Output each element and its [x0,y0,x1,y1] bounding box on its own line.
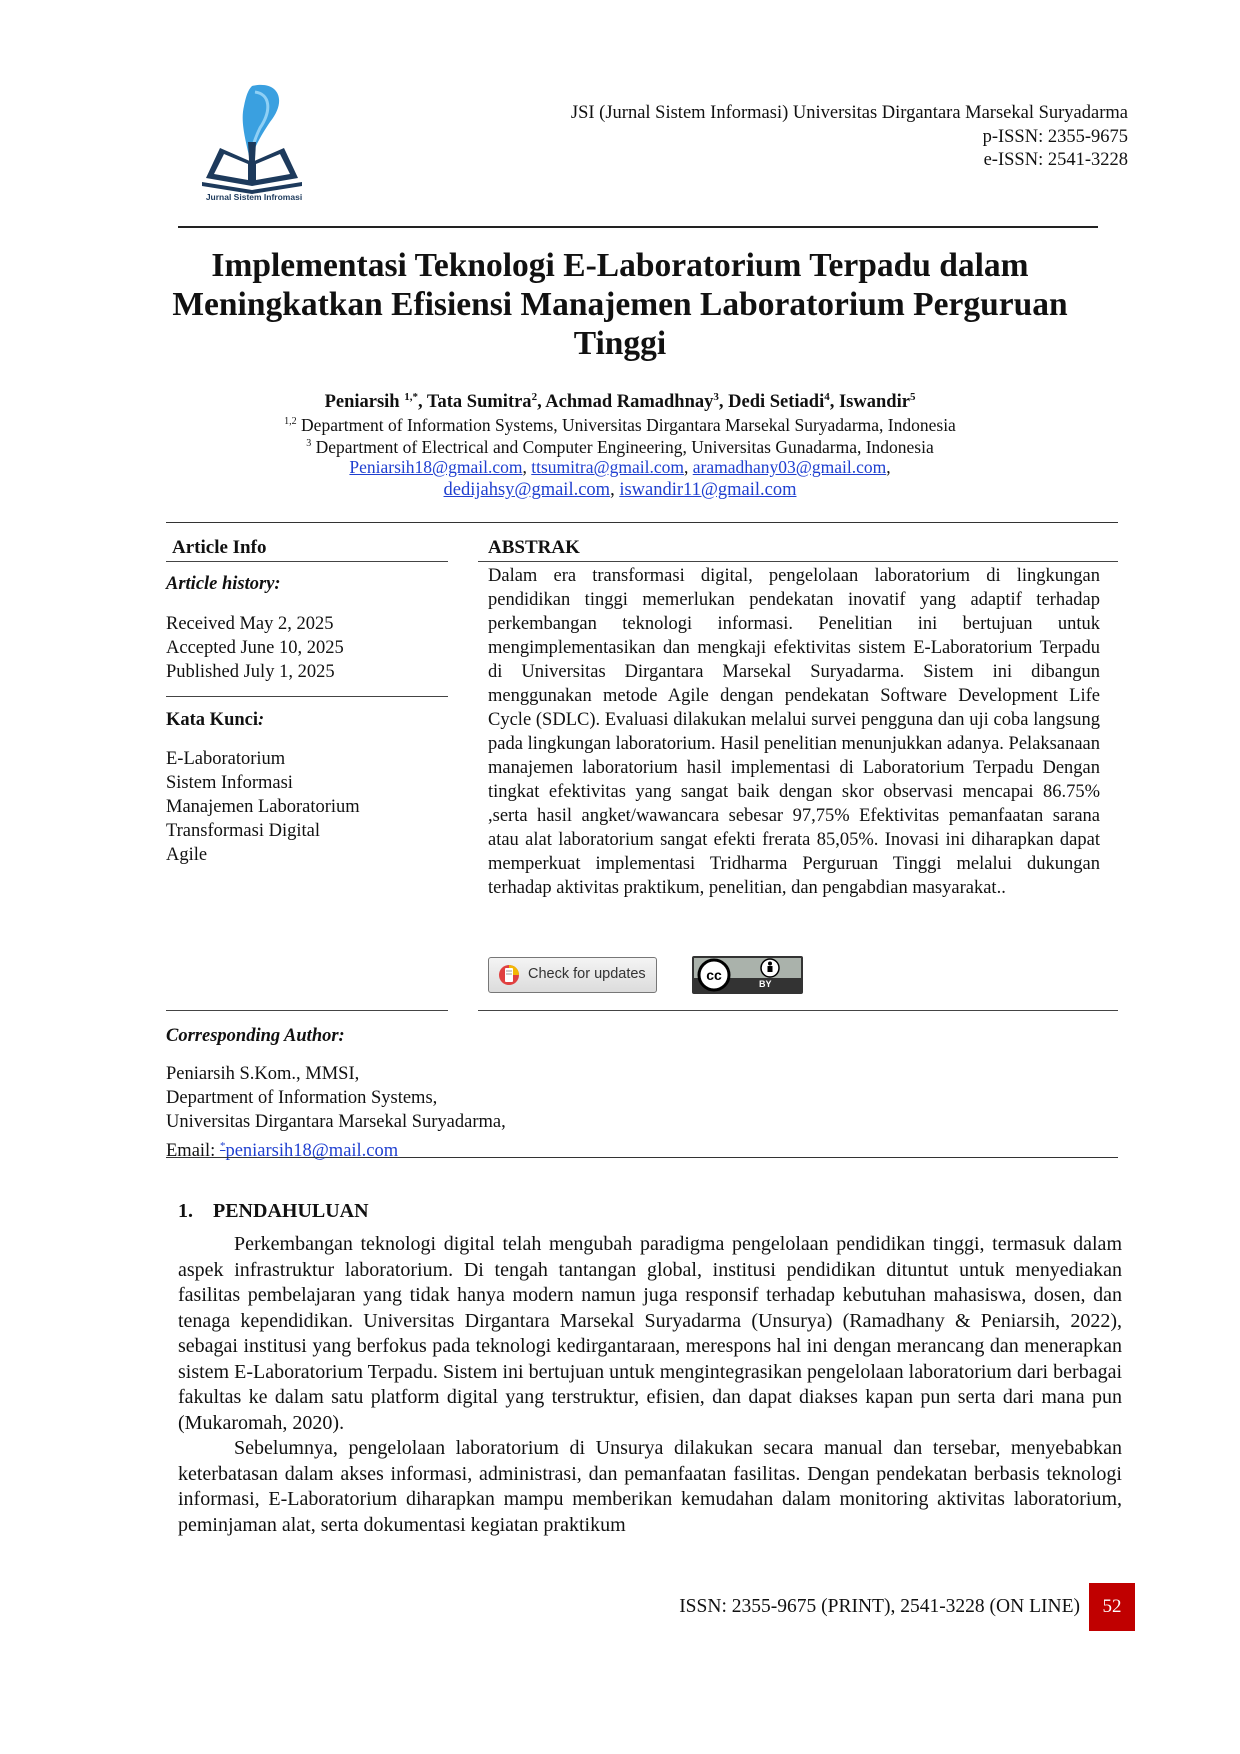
article-history [166,612,344,684]
corresponding-name: Peniarsih S.Kom., MMSI, [166,1064,360,1084]
author-name: , Achmad Ramadhnay [537,392,714,413]
author-name: Peniarsih [324,392,405,413]
email-sep: , [886,457,891,477]
paragraph: Sebelumnya, pengelolaan laboratorium di Unsurya dilakukan secara manual dan tersebar, menyebabkan keterbatasan dalam akses informasi, administrasi, dan pemanfaatan fasilitas. Dengan pendekatan berbasis teknologi informasi, E-Laboratorium diharapkan mampu memberikan kemudahan dalam monitoring aktivitas laboratorium, peminjaman alat, serta dokumentasi kegiatan praktikum [178,1437,1122,1536]
footer-issn: ISSN: 2355-9675 (PRINT), 2541-3228 (ON LINE) [679,1596,1080,1617]
affiliation-text: Department of Information Systems, Universitas Dirgantara Marsekal Suryadarma, Indonesia [296,414,956,435]
keywords-colon: : [258,710,265,730]
email-line-1 [150,456,1090,478]
title-line: Meningkatkan Efisiensi Manajemen Laboratorium Perguruan [172,286,1068,323]
crossmark-icon [497,963,521,987]
author-sup: 4 [824,391,830,403]
logo-caption: Jurnal Sistem Infromasi [205,192,303,202]
email-link[interactable]: aramadhany03@gmail.com [692,457,887,477]
author-list [150,386,1090,413]
keyword: Sistem Informasi [166,773,293,793]
abstract-rule [478,561,1118,562]
email-line-2 [150,479,1090,501]
article-info-heading: Article Info [172,537,267,558]
corresponding-dept: Department of Information Systems, [166,1088,438,1108]
e-issn: e-ISSN: 2541-3228 [983,150,1128,170]
corresponding-heading: Corresponding Author: [166,1026,345,1046]
keyword: E-Laboratorium [166,749,286,769]
section-heading: 1. PENDAHULUAN [178,1200,369,1222]
author-name: , Dedi Setiadi [718,392,825,413]
email-link[interactable]: iswandir11@gmail.com [619,480,797,500]
check-for-updates-label: Check for updates [528,966,646,982]
title-line: Tinggi [573,325,667,362]
email-sup: * [219,1140,226,1152]
corresponding-univ: Universitas Dirgantara Marsekal Suryadarma, [166,1112,506,1132]
keyword-list [166,747,360,867]
author-sup: 1,* [404,391,418,403]
email-sep: , [683,457,693,477]
published-date: Published July 1, 2025 [166,662,335,682]
keyword: Agile [166,845,208,865]
received-date: Received May 2, 2025 [166,614,334,634]
affiliation-sup: 3 [306,438,312,449]
author-sup: 2 [531,391,538,403]
check-for-updates-badge[interactable] [488,957,657,993]
quill-book-logo-icon [200,82,310,202]
corresponding-bottom-rule [166,1157,1118,1158]
corresponding-email-line [166,1134,506,1163]
author-sup: 3 [713,391,719,403]
paper-title [150,246,1090,363]
cc-by-license-badge[interactable] [692,956,803,994]
article-info-rule [166,561,448,562]
journal-info [571,102,1128,173]
email-link[interactable]: ttsumitra@gmail.com [531,457,684,477]
email-link[interactable]: Peniarsih18@gmail.com [349,457,523,477]
accepted-date: Accepted June 10, 2025 [166,638,344,658]
keyword: Transformasi Digital [166,821,320,841]
email-link[interactable]: dedijahsy@gmail.com [443,480,611,500]
corresponding-email-link[interactable]: peniarsih18@mail.com [225,1141,399,1162]
abstract-bottom-rule [478,1010,1118,1011]
history-heading: Article history: [166,574,281,594]
affiliation-sup: 1,2 [284,416,297,427]
email-sep: , [522,457,532,477]
title-line: Implementasi Teknologi E-Laboratorium Terpadu dalam [211,247,1029,284]
author-name: , Tata Sumitra [417,392,532,413]
page-number: 52 [1089,1583,1135,1631]
journal-logo [200,82,310,202]
keywords-bottom-rule [166,1010,448,1011]
journal-name: JSI (Jurnal Sistem Informasi) Universitas Dirgantara Marsekal Suryadarma [570,103,1128,123]
keyword: Manajemen Laboratorium [166,797,360,817]
info-top-rule [166,522,1118,523]
keywords-heading-text: Kata Kunci [166,710,258,730]
affiliation-text: Department of Electrical and Computer Engineering, Universitas Gunadarma, Indonesia [311,436,934,457]
corresponding-details [166,1062,506,1163]
email-label: Email: [166,1141,220,1162]
svg-text:cc: cc [706,967,722,983]
header-divider [178,226,1098,228]
abstract-body: Dalam era transformasi digital, pengelolaan laboratorium di lingkungan pendidikan tinggi memerlukan pendekatan inovatif yang adaptif terhadap perkembangan teknologi informasi. Penelitian ini bertujuan untuk mengimplementasikan dan mengkaji efektivitas sistem E-Laboratorium Terpadu di Universitas Dirgantara Marsekal Suryadarma. Sistem ini dibangun menggunakan metode Agile dengan pendekatan Software Development Life Cycle (SDLC). Evaluasi dilakukan melalui survei pengguna dan uji coba langsung pada lingkungan laboratorium. Hasil penelitian menunjukkan adanya. Pelaksanaan manajemen laboratorium hasil implementasi di Laboratorium Terpadu Dengan tingkat efektivitas yang sangat baik dengan skor observasi mencapai 86.75% ,serta hasil angket/wawancara sebesar 97,75% Efektivitas pemanfaatan sarana atau alat laboratorium sangat efekti frerata 85,05%. Inovasi ini diharapkan dapat memperkuat implementasi Tridharma Perguruan Tinggi melalui dukungan terhadap aktivitas praktikum, penelitian, dan pengabdian masyarakat.. [488,566,1100,898]
author-name: , Iswandir [829,392,910,413]
history-rule [166,696,448,697]
abstract-heading: ABSTRAK [488,537,580,558]
keywords-heading [166,710,264,731]
author-sup: 5 [909,391,916,403]
email-sep: , [610,480,620,500]
attribution-person-icon [758,957,782,979]
p-issn: p-ISSN: 2355-9675 [982,126,1128,147]
cc-icon [694,957,734,993]
affiliation-2 [150,433,1090,458]
section-body [178,1232,1122,1538]
paragraph: Perkembangan teknologi digital telah mengubah paradigma pengelolaan pendidikan tinggi, termasuk dalam aspek infrastruktur laboratorium. Di tengah tantangan global, institusi pendidikan dituntut untuk menyediakan fasilitas pembelajaran yang tidak hanya modern namun juga responsif terhadap kebutuhan mahasiswa, dosen, dan tenaga kependidikan. Universitas Dirgantara Marsekal Suryadarma (Unsurya) (Ramadhany & Peniarsih, 2022), sebagai institusi yang berfokus pada teknologi kedirgantaraan, merespons hal ini dengan merancang dan menerapkan sistem E-Laboratorium Terpadu. Sistem ini bertujuan untuk mengintegrasikan pengelolaan laboratorium dari berbagai fakultas ke dalam satu platform digital yang terstruktur, efisien, dan dapat diakses kapan pun serta dari mana pun (Mukaromah, 2020). [178,1233,1122,1434]
cc-by-label: BY [759,979,772,989]
